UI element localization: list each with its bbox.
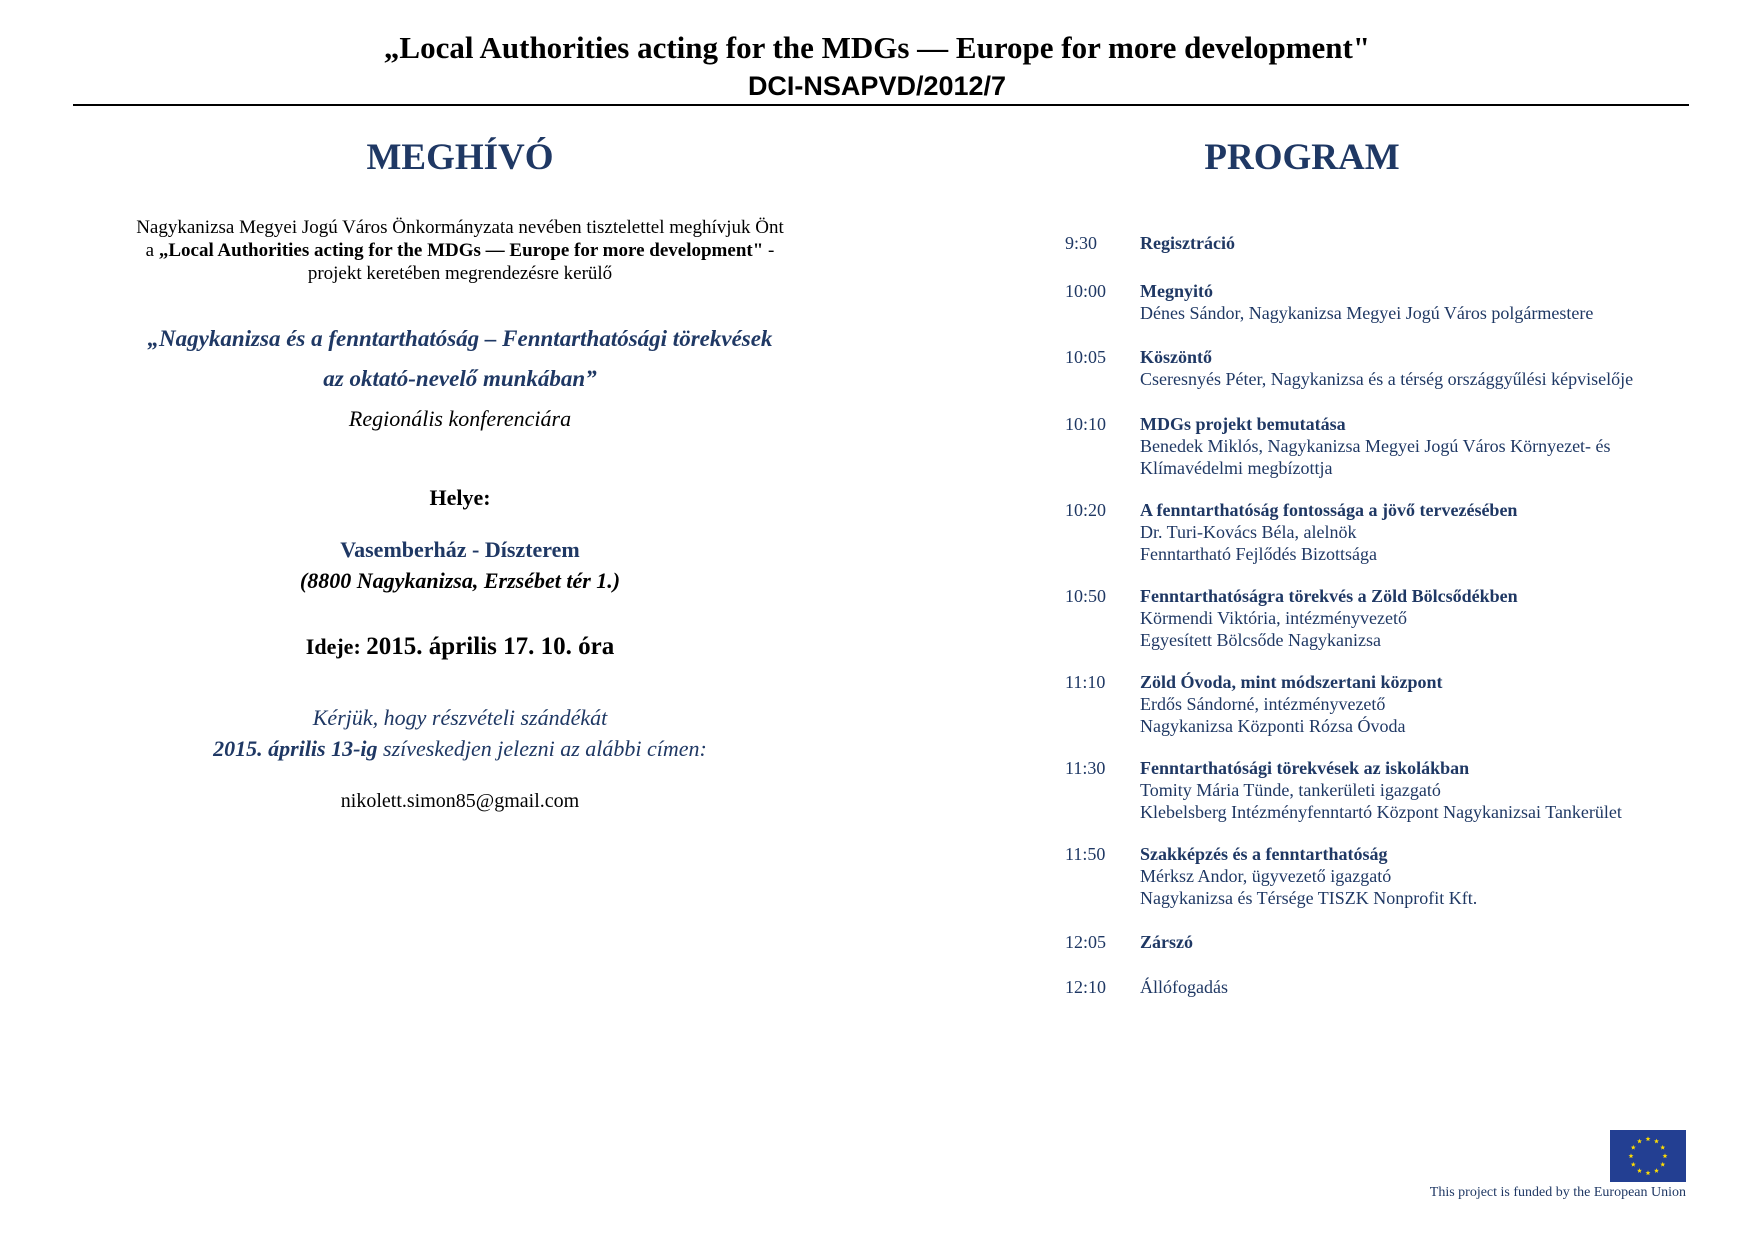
rsvp-line-1: Kérjük, hogy részvételi szándékát [312, 705, 608, 730]
time-value: 2015. április 17. 10. óra [366, 633, 615, 660]
program-item-title: Szakképzés és a fenntarthatóság [1140, 844, 1388, 864]
program-item-title: Regisztráció [1140, 233, 1235, 253]
intro-line-2 [0, 239, 920, 262]
intro-suffix: - [763, 240, 775, 261]
program-item-title: Állófogadás [1140, 977, 1228, 997]
program-item-time: 10:00 [1065, 281, 1107, 301]
intro-prefix: a [145, 240, 159, 261]
conference-title-line-2: az oktató-nevelő munkában” [323, 366, 597, 391]
eu-flag-icon [1610, 1130, 1686, 1182]
program-item-time: 9:30 [1065, 233, 1098, 253]
program-item-body [1140, 280, 1730, 324]
rsvp-deadline: 2015. április 13-ig [213, 736, 378, 761]
program-item-title: Fenntarthatósági törekvések az iskolákban [1140, 758, 1470, 778]
program-item-time: 10:10 [1065, 414, 1107, 434]
funding-caption: This project is funded by the European Union [1429, 1185, 1686, 1200]
program-item-title: MDGs projekt bemutatása [1140, 414, 1346, 434]
document-title: „Local Authorities acting for the MDGs — Europe for more development" [383, 30, 1371, 65]
program-item-title: Zöld Óvoda, mint módszertani központ [1140, 672, 1443, 692]
program-item-title: Zárszó [1140, 932, 1193, 952]
program-item-detail: Egyesített Bölcsőde Nagykanizsa [1140, 630, 1381, 650]
project-code: DCI-NSAPVD/2012/7 [747, 71, 1007, 101]
program-item-time: 11:50 [1065, 844, 1106, 864]
time-label: Ideje: [305, 634, 367, 659]
program-item-time: 10:50 [1065, 586, 1107, 606]
program-item-detail: Mérksz Andor, ügyvezető igazgató [1140, 866, 1392, 886]
program-item-title: Fenntarthatóságra törekvés a Zöld Bölcsődékben [1140, 586, 1518, 606]
event-time [0, 633, 920, 661]
program-item-detail: Dr. Turi-Kovács Béla, alelnök [1140, 522, 1357, 542]
program-item-body [1140, 413, 1730, 479]
program-item-detail: Cseresnyés Péter, Nagykanizsa és a térség országgyűlési képviselője [1140, 369, 1634, 389]
intro-project-name: „Local Authorities acting for the MDGs — Europe for more development" [158, 240, 764, 261]
program-item-detail: Körmendi Viktória, intézményvezető [1140, 608, 1408, 628]
program-item-body [1140, 585, 1730, 651]
program-item-detail: Tomity Mária Tünde, tankerületi igazgató [1140, 780, 1441, 800]
eu-flag-icon-graphic [1610, 1130, 1686, 1182]
program-heading: PROGRAM [1204, 137, 1400, 178]
rsvp-email[interactable]: nikolett.simon85@gmail.com [340, 790, 580, 812]
conference-title-line-1: „Nagykanizsa és a fenntarthatóság – Fenntarthatósági törekvések [147, 326, 773, 351]
program-item-body [1140, 671, 1730, 737]
intro-line-1: Nagykanizsa Megyei Jogú Város Önkormányzata nevében tisztelettel meghívjuk Önt [136, 217, 784, 238]
header-divider [73, 104, 1689, 106]
program-item-time: 12:10 [1065, 977, 1107, 997]
program-item-time: 11:30 [1065, 758, 1106, 778]
venue-address: (8800 Nagykanizsa, Erzsébet tér 1.) [299, 568, 621, 593]
program-item-time: 10:20 [1065, 500, 1107, 520]
program-item-body [1140, 232, 1730, 254]
program-item-time: 11:10 [1065, 672, 1106, 692]
program-item-title: Köszöntő [1140, 347, 1212, 367]
program-item-time: 12:05 [1065, 932, 1107, 952]
program-item-detail: Klebelsberg Intézményfenntartó Központ Nagykanizsai Tankerület [1140, 802, 1622, 822]
program-item-detail: Fenntartható Fejlődés Bizottsága [1140, 544, 1377, 564]
program-item-body [1140, 976, 1730, 998]
program-item-detail: Nagykanizsa és Térsége TISZK Nonprofit Kft. [1140, 888, 1478, 908]
place-label: Helye: [429, 485, 491, 510]
program-item-body [1140, 931, 1730, 953]
program-item-body [1140, 757, 1730, 823]
rsvp-line-2 [0, 736, 920, 762]
program-item-title: A fenntarthatóság fontossága a jövő tervezésében [1140, 500, 1518, 520]
rsvp-rest: szíveskedjen jelezni az alábbi címen: [377, 736, 707, 761]
program-item-body [1140, 843, 1730, 909]
program-item-detail: Dénes Sándor, Nagykanizsa Megyei Jogú Város polgármestere [1140, 303, 1594, 323]
program-item-title: Megnyitó [1140, 281, 1213, 301]
invitation-heading: MEGHÍVÓ [366, 137, 554, 178]
program-item-body [1140, 346, 1730, 390]
program-item-detail: Klímavédelmi megbízottja [1140, 458, 1333, 478]
program-item-detail: Erdős Sándorné, intézményvezető [1140, 694, 1386, 714]
program-item-body [1140, 499, 1730, 565]
program-item-detail: Nagykanizsa Központi Rózsa Óvoda [1140, 716, 1406, 736]
conference-subtitle: Regionális konferenciára [348, 406, 572, 431]
program-item-time: 10:05 [1065, 347, 1107, 367]
program-item-detail: Benedek Miklós, Nagykanizsa Megyei Jogú Város Környezet- és [1140, 436, 1611, 456]
intro-line-3: projekt keretében megrendezésre kerülő [307, 263, 613, 284]
venue-name: Vasemberház - Díszterem [340, 537, 580, 562]
